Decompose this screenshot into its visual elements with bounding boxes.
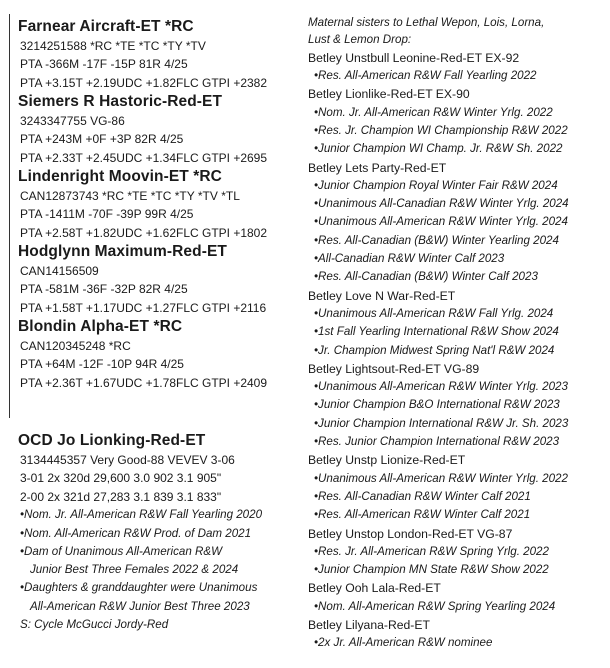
sister-award: •Unanimous All-American R&W Winter Yrlg. 2023 [314,380,568,394]
dam-entry [18,431,308,634]
sire-pta-type: PTA +2.58T +1.82UDC +1.62FLC GTPI +1802 [20,225,268,240]
sister-entry [308,85,606,158]
sister-award: •Unanimous All-Canadian R&W Winter Yrlg. 2024 [314,197,569,211]
sister-award: •Res. All-Canadian (B&W) Winter Calf 2023 [314,270,538,284]
sister-name: Betley Love N War-Red-ET [308,288,456,303]
sire-registration: 3243347755 VG-86 [20,114,125,128]
sister-award: •Unanimous All-American R&W Winter Yrlg. 2022 [314,471,568,485]
dam-sire: S: Cycle McGucci Jordy-Red [20,618,169,631]
sister-award: •Jr. Champion Midwest Spring Nat'l R&W 2024 [314,343,555,357]
dam-record: 2-00 2x 321d 27,283 3.1 839 3.1 833" [20,489,222,504]
sire-pta-type: PTA +2.36T +1.67UDC +1.78FLC GTPI +2409 [20,375,268,390]
sire-pta-type: PTA +1.58T +1.17UDC +1.27FLC GTPI +2116 [20,300,267,315]
sister-award: •Unanimous All-American R&W Winter Yrlg. 2024 [314,215,568,229]
sire-pta-production: PTA -1411M -70F -39P 99R 4/25 [20,207,194,222]
sire-name: Siemers R Hastoric-Red-ET [18,93,223,110]
sister-entry [308,616,606,653]
sire-registration: CAN120345248 *RC [20,339,131,353]
sire-pta-production: PTA +243M +0F +3P 82R 4/25 [20,132,184,147]
sire-entry [18,92,303,167]
sire-name: Farnear Aircraft-ET *RC [18,18,194,35]
pedigree-column [0,0,300,668]
sister-award: •Res. All-American R&W Winter Calf 2021 [314,508,531,522]
sire-entry [18,167,303,242]
sister-entry [308,360,606,451]
dam-award: •Nom. Jr. All-American R&W Fall Yearling 2020 [20,508,263,522]
sire-pta-type: PTA +2.33T +2.45UDC +1.34FLC GTPI +2695 [20,150,268,165]
sire-entry [18,317,303,392]
sister-entry [308,287,606,360]
dam-award: •Nom. All-American R&W Prod. of Dam 2021 [20,526,252,540]
sire-name: Hodglynn Maximum-Red-ET [18,243,227,260]
dam-award: All-American R&W Junior Best Three 2023 [30,599,250,613]
dam-registration: 3134445357 Very Good-88 VEVEV 3-06 [20,453,235,467]
sister-award: •Unanimous All-American R&W Fall Yrlg. 2024 [314,306,554,320]
sister-award: •Res. All-American R&W Fall Yearling 2022 [314,69,537,83]
sister-name: Betley Unstop London-Red-ET VG-87 [308,526,513,541]
sister-award: •Junior Champion MN State R&W Show 2022 [314,563,549,577]
dam-name: OCD Jo Lionking-Red-ET [18,432,206,449]
sire-pta-production: PTA -581M -36F -32P 82R 4/25 [20,282,188,297]
sister-award: •All-Canadian R&W Winter Calf 2023 [314,252,505,266]
sister-name: Betley Lets Party-Red-ET [308,160,447,175]
sister-entry [308,159,606,287]
sister-award: •Nom. Jr. All-American R&W Winter Yrlg. 2022 [314,105,553,119]
sister-name: Betley Lionlike-Red-ET EX-90 [308,87,470,102]
sister-name: Betley Ooh Lala-Red-ET [308,581,441,596]
sire-name: Blondin Alpha-ET *RC [18,318,183,335]
sister-award: •Nom. All-American R&W Spring Yearling 2024 [314,599,556,613]
sire-pta-type: PTA +3.15T +2.19UDC +1.82FLC GTPI +2382 [20,75,268,90]
sister-award: •Junior Champion WI Champ. Jr. R&W Sh. 2022 [314,142,563,156]
sister-entry [308,579,606,616]
sister-award: •Junior Champion Royal Winter Fair R&W 2024 [314,178,558,192]
dam-award: •Dam of Unanimous All-American R&W [20,544,223,558]
sire-name: Lindenright Moovin-ET *RC [18,168,222,185]
sister-award: •Res. Junior Champion International R&W 2023 [314,435,560,449]
sister-entry [308,451,606,524]
sister-award: •Junior Champion B&O International R&W 2023 [314,398,560,412]
sister-award: •2x Jr. All-American R&W nominee [314,636,493,650]
sister-name: Betley Unstbull Leonine-Red-ET EX-92 [308,50,520,65]
sister-award: •Res. Jr. Champion WI Championship R&W 2022 [314,124,568,137]
sire-registration: CAN12873743 *RC *TE *TC *TY *TV *TL [20,189,240,203]
sister-award: •Junior Champion International R&W Jr. Sh. 2023 [314,416,569,430]
sister-entry [308,49,606,86]
pedigree-bracket [9,14,10,418]
dam-record: 3-01 2x 320d 29,600 3.0 902 3.1 905" [20,471,222,486]
sire-pta-production: PTA -366M -17F -15P 81R 4/25 [20,57,188,72]
sire-registration: CAN14156509 [20,264,99,278]
sisters-intro: Lust & Lemon Drop: [308,33,412,47]
maternal-sisters-column [308,14,606,653]
sisters-intro: Maternal sisters to Lethal Wepon, Lois, Lorna, [308,16,545,29]
sister-entry [308,525,606,580]
dam-award: •Daughters & granddaughter were Unanimous [20,581,258,595]
sister-name: Betley Unstp Lionize-Red-ET [308,453,466,468]
dam-award: Junior Best Three Females 2022 & 2024 [30,563,239,577]
sire-entry [18,17,303,92]
sister-award: •1st Fall Yearling International R&W Show 2024 [314,325,559,339]
sire-registration: 3214251588 *RC *TE *TC *TY *TV [20,39,206,53]
sister-award: •Res. All-Canadian (B&W) Winter Yearling 2024 [314,233,559,247]
sister-award: •Res. Jr. All-American R&W Spring Yrlg. 2022 [314,544,549,558]
sister-name: Betley Lilyana-Red-ET [308,618,430,633]
sire-entry [18,242,303,317]
sire-pta-production: PTA +64M -12F -10P 94R 4/25 [20,357,184,372]
sister-award: •Res. All-Canadian R&W Winter Calf 2021 [314,489,531,503]
sister-name: Betley Lightsout-Red-ET VG-89 [308,361,480,376]
